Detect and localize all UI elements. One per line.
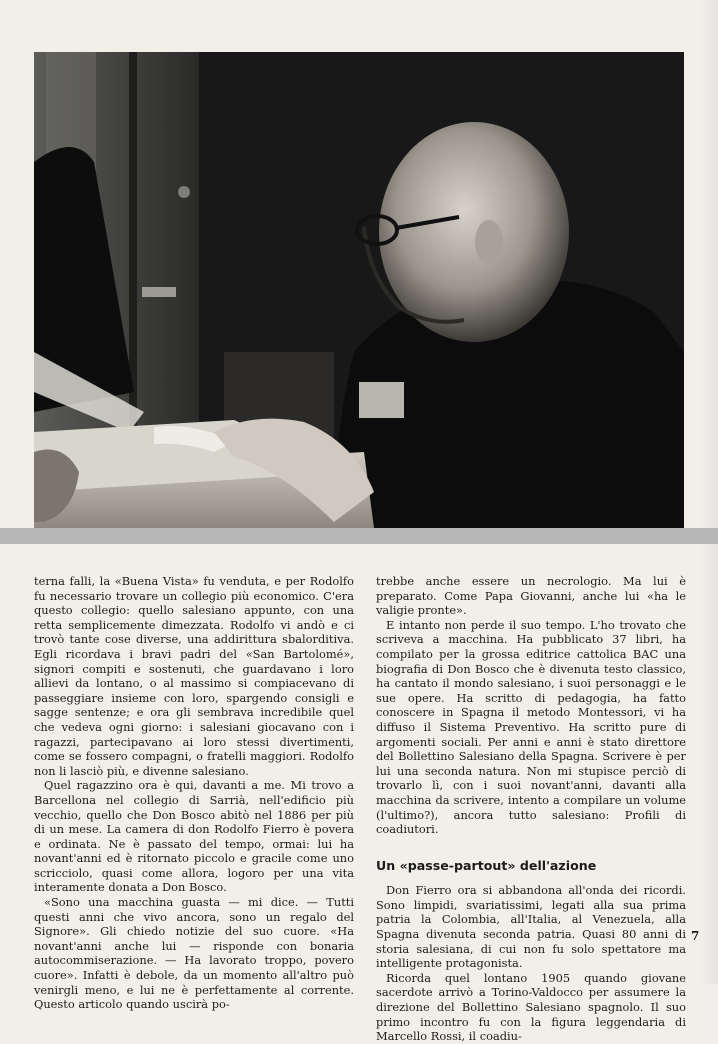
paragraph: Quel ragazzino ora è qui, davanti a me. Mi trovo a Barcellona nel collegio di Sarrià, nell'edificio più vecchio, quello che Don Bosco abitò nel 1886 per più di un mese. La camera di don Rodolfo Fierro è povera e ordinata. Ne è passato del tempo, ormai: lui ha novant'anni ed è ritornato piccolo e gracile come uno scricciolo, quasi come allora, logoro per una vita interamente donata a Don Bosco. — [34, 778, 354, 895]
scan-edge — [700, 0, 718, 984]
paragraph: Don Fierro ora si abbandona all'onda dei ricordi. Sono limpidi, svariatissimi, legati alla sua prima patria la Colombia, all'Italia, al Venezuela, alla Spagna divenuta seconda patria. Quasi 80 anni di storia salesiana, di cui non fu solo spettatore ma intelligente protagonista. — [376, 883, 686, 971]
article-column-right — [376, 574, 686, 1044]
photo-bottom-band — [0, 528, 718, 544]
section-heading: Un «passe-partout» dell'azione — [376, 857, 597, 873]
article-column-left — [34, 574, 354, 1012]
paragraph: E intanto non perde il suo tempo. L'ho trovato che scriveva a macchina. Ha pubblicato 37 libri, ha compilato per la grossa editrice cattolica BAC una biografia di Don Bosco che è divenuta testo classico, ha cantato il mondo salesiano, i suoi personaggi e le sue opere. Ha scritto di pedagogia, ha fatto conoscere in Spagna il metodo Montessori, vi ha diffuso il Sistema Preventivo. Ha scritto pure di argomenti sociali. Per anni e anni è stato direttore del Bollettino Salesiano della Spagna. Scrivere è per lui una seconda natura. Non mi stupisce perciò di trovarlo lì, con i suoi novant'anni, davanti alla macchina da scrivere, intento a compilare un volume (l'ultimo?), ancora tutto salesiano: Profili di coadiutori. — [376, 617, 686, 837]
paragraph: «Sono una macchina guasta — mi dice. — Tutti questi anni che vivo ancora, sono un regalo del Signore». Gli chiedo notizie del suo cuore. «Ha novant'anni anche lui — risponde con bonaria autocommiserazione. — Ha lavorato troppo, povero cuore». Infatti è debole, da un momento all'altro può venirgli meno, e lui ne è perfettamente al corrente. Questo articolo quando uscirà po- — [34, 895, 354, 1012]
elderly-priest-at-typewriter-icon — [34, 52, 684, 528]
paragraph: trebbe anche essere un necrologio. Ma lui è preparato. Come Papa Giovanni, anche lui «ha le valigie pronte». — [376, 574, 686, 618]
photo-priest-typewriter — [34, 52, 684, 528]
paragraph: Ricorda quel lontano 1905 quando giovane sacerdote arrivò a Torino-Valdocco per assumere la direzione del Bollettino Salesiano spagnolo. Il suo primo incontro fu con la figura leggendaria di Marcello Rossi, il coadiu- — [376, 970, 686, 1044]
page-number: 7 — [691, 929, 700, 943]
paragraph: terna falli, la «Buena Vista» fu venduta, e per Rodolfo fu necessario trovare un collegio più economico. C'era questo collegio: quello salesiano appunto, con una retta semplicemente dimezzata. Rodolfo vi andò e ci trovò tante cose diverse, una addirittura sbalorditiva. Egli ricordava i bravi padri del «San Bartolomé», signori compiti e sostenuti, che guardavano i loro allievi da lontano, o al massimo si compiacevano di passeggiare insieme con loro, spargendo consigli e sagge sentenze; e ora gli sembrava incredibile quel che vedeva ogni giorno: i salesiani giocavano con i ragazzi, partecipavano ai loro stessi divertimenti, come se fossero compagni, o fratelli maggiori. Rodolfo non li lasciò più, e divenne salesiano. — [34, 574, 354, 778]
